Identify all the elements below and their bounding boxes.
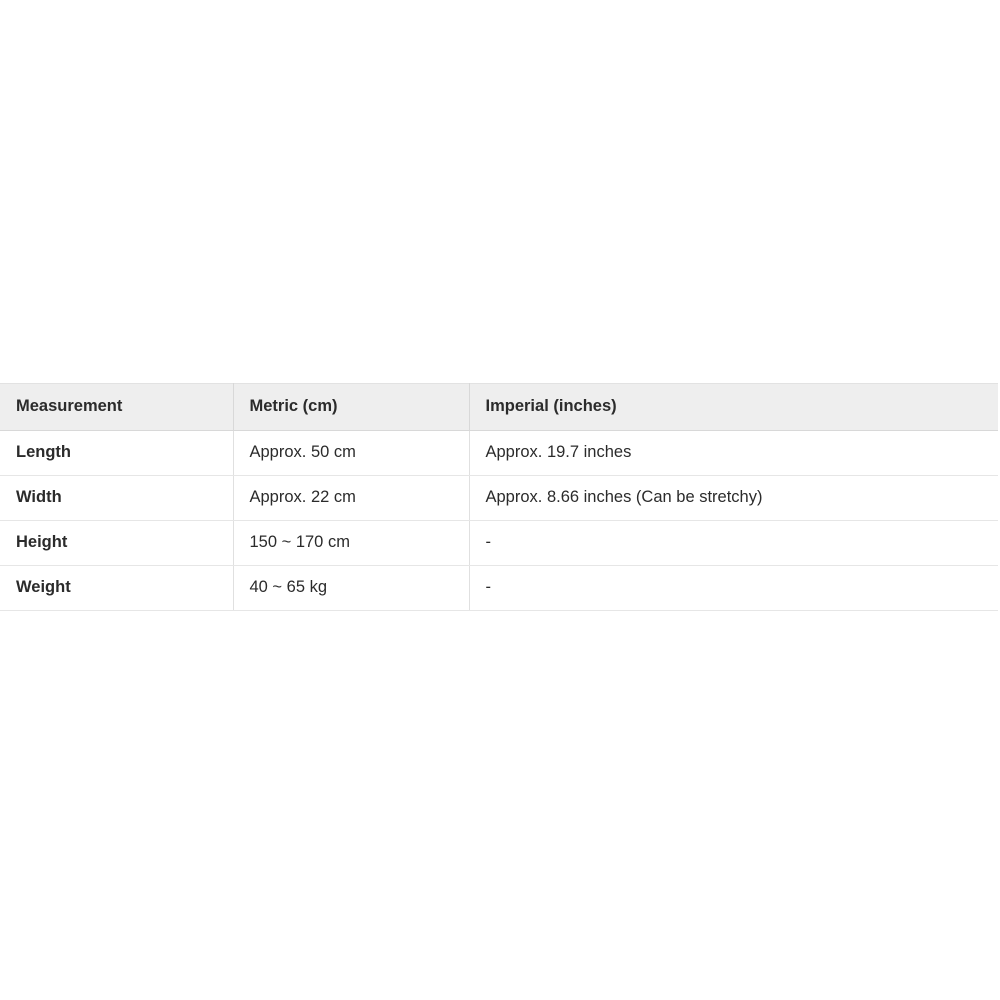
table-row	[0, 521, 998, 566]
cell-imperial: Approx. 19.7 inches	[469, 431, 998, 476]
table-header-row	[0, 384, 998, 431]
column-header-imperial: Imperial (inches)	[469, 384, 998, 431]
cell-measurement: Length	[0, 431, 233, 476]
cell-metric: Approx. 50 cm	[233, 431, 469, 476]
table-row	[0, 431, 998, 476]
column-header-metric: Metric (cm)	[233, 384, 469, 431]
table-row	[0, 476, 998, 521]
cell-measurement: Weight	[0, 566, 233, 611]
cell-metric: 40 ~ 65 kg	[233, 566, 469, 611]
cell-measurement: Width	[0, 476, 233, 521]
table-row	[0, 566, 998, 611]
cell-imperial: Approx. 8.66 inches (Can be stretchy)	[469, 476, 998, 521]
cell-imperial: -	[469, 521, 998, 566]
table-body	[0, 431, 998, 611]
table-header	[0, 384, 998, 431]
cell-measurement: Height	[0, 521, 233, 566]
column-header-measurement: Measurement	[0, 384, 233, 431]
specifications-table	[0, 383, 998, 611]
cell-metric: Approx. 22 cm	[233, 476, 469, 521]
cell-imperial: -	[469, 566, 998, 611]
cell-metric: 150 ~ 170 cm	[233, 521, 469, 566]
specifications-table-container	[0, 383, 998, 611]
